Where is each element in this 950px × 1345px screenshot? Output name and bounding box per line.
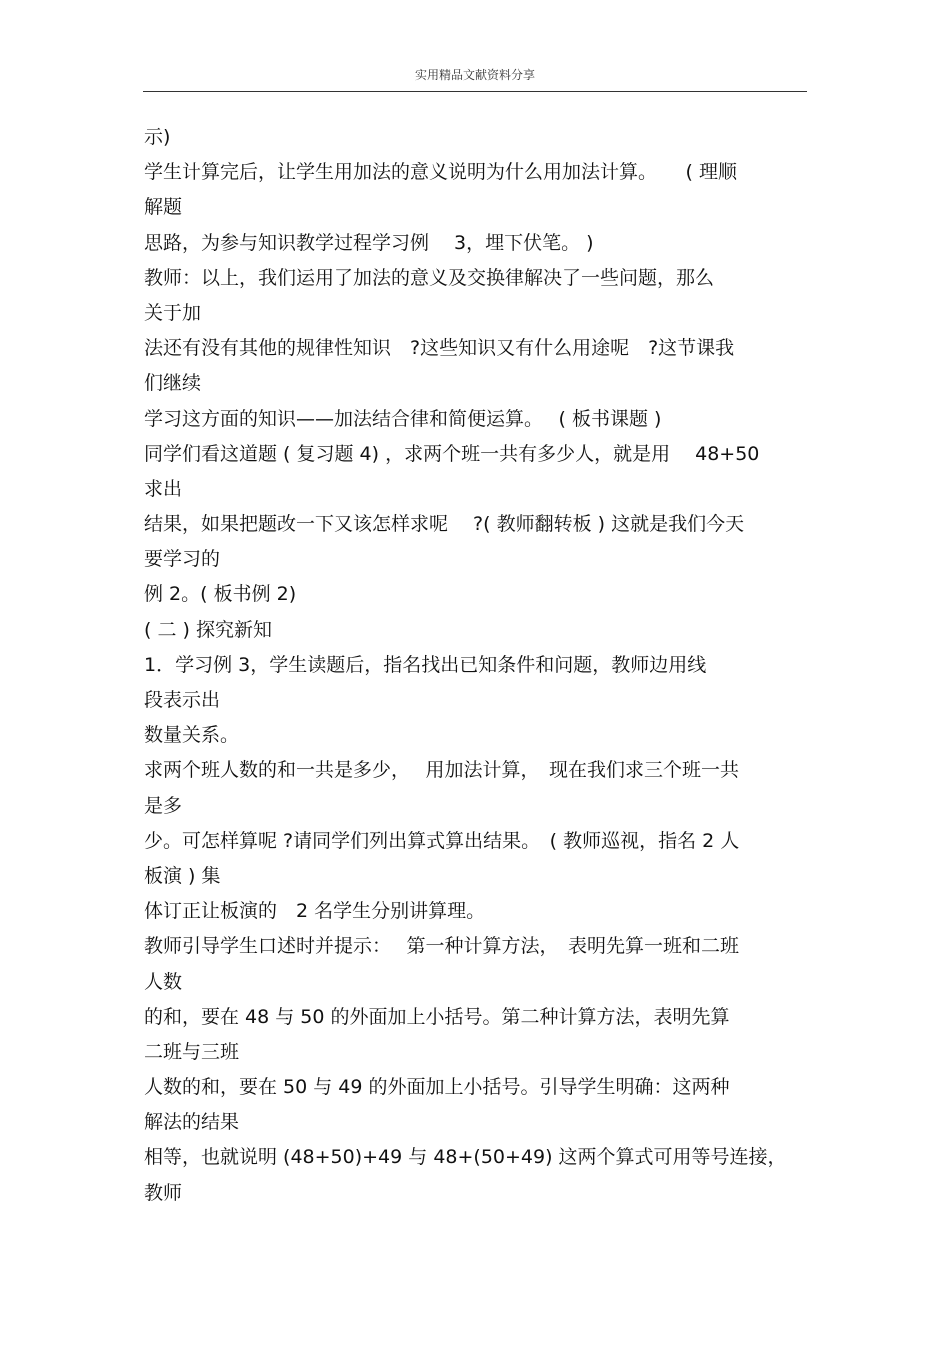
text-line: 教师引导学生口述时并提示： 第一种计算方法， 表明先算一班和二班 [144,935,740,958]
text-line: 解法的结果 [144,1111,240,1134]
text-line: 教师 [144,1181,183,1204]
text-line: 求两个班人数的和一共是多少， 用加法计算， 现在我们求三个班一共 [144,759,740,782]
text-line: 板演 ) 集 [144,864,221,887]
text-line: 解题 [144,196,183,219]
text-line: 的和，要在 48 与 50 的外面加上小括号。第二种计算方法，表明先算 [144,1005,730,1028]
text-line: 数量关系。 [144,724,240,747]
text-line: 体订正让板演的 2 名学生分别讲算理。 [144,900,486,923]
text-line: 学习这方面的知识——加法结合律和简便运算。 ( 板书课题 ) [144,407,662,430]
text-line: 思路，为参与知识教学过程学习例 3，埋下伏笔。 ) [144,231,594,254]
text-line: 法还有没有其他的规律性知识 ?这些知识又有什么用途呢 ?这节课我 [144,337,735,360]
document-body [144,120,812,1211]
text-line: 段表示出 [144,689,221,711]
text-line: 结果，如果把题改一下又该怎样求呢 ?( 教师翻转板 ) 这就是我们今天 [144,513,745,536]
text-line: 同学们看这道题 ( 复习题 4) ，求两个班一共有多少人，就是用 48+50 [144,442,760,465]
header-rule [143,91,807,92]
text-line: 少。可怎样算呢 ?请同学们列出算式算出结果。 ( 教师巡视，指名 2 人 [144,829,740,852]
text-line: 例 2。( 板书例 2) [144,583,297,606]
text-line: 1．学习例 3，学生读题后，指名找出已知条件和问题，教师边用线 [144,653,707,676]
text-line: 相等，也就说明 (48+50)+49 与 48+(50+49) 这两个算式可用等号连接， [144,1146,787,1169]
text-line: 教师：以上，我们运用了加法的意义及交换律解决了一些问题，那么 [144,266,715,289]
text-line: 人数的和，要在 50 与 49 的外面加上小括号。引导学生明确：这两种 [144,1076,730,1099]
text-line: 关于加 [144,301,202,324]
text-line: 二班与三班 [144,1040,240,1063]
text-line: 示) [144,126,171,148]
text-line: 学生计算完后，让学生用加法的意义说明为什么用加法计算。 ( 理顺 [144,161,737,184]
text-line: 们继续 [144,372,202,395]
text-line: 是多 [144,794,183,817]
page-header: 实用精品文献资料分享 [414,68,535,82]
text-line: 求出 [144,477,183,500]
text-line: ( 二 ) 探究新知 [144,618,272,641]
text-line: 人数 [144,970,183,993]
text-line: 要学习的 [144,548,221,571]
